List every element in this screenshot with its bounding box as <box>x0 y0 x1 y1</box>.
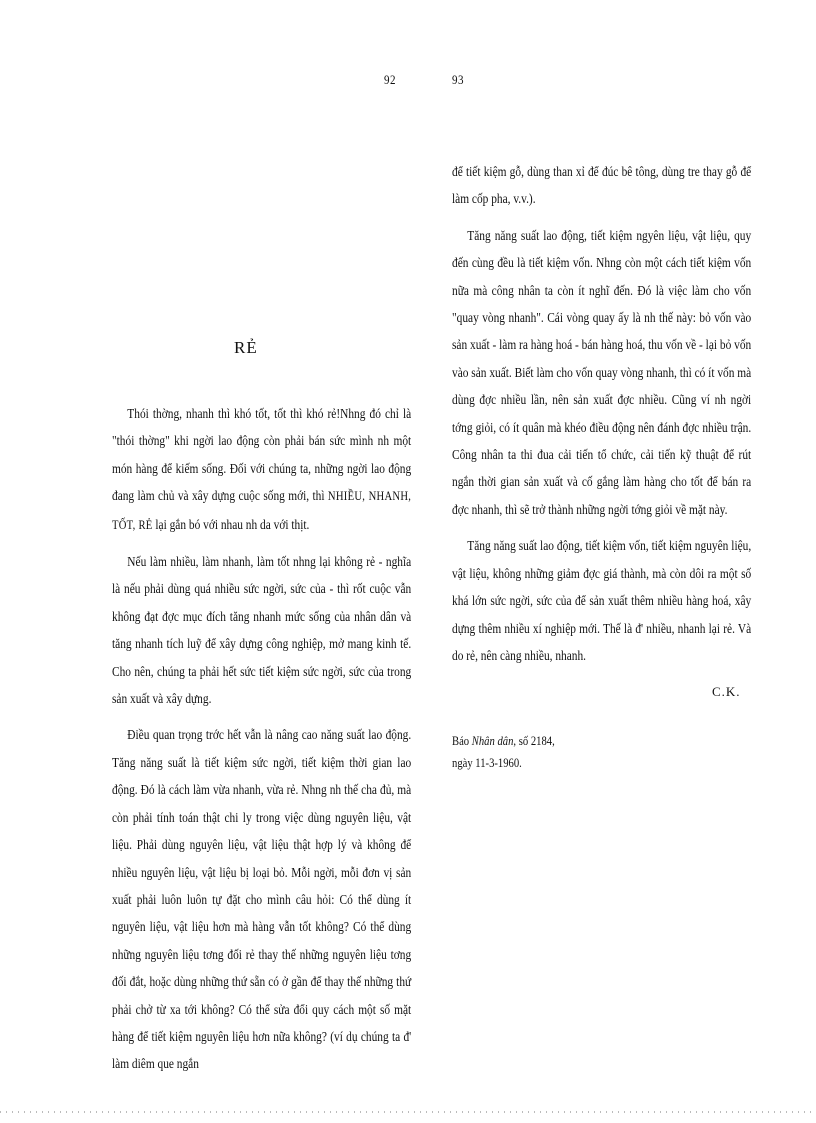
page-number-left: 92 <box>384 72 396 87</box>
left-body <box>112 400 411 1087</box>
right-page <box>452 0 752 1123</box>
source-issue: , số 2184, <box>513 734 555 748</box>
paragraph-2: Nếu làm nhiều, làm nhanh, làm tốt nhng lại không rẻ - nghĩa là nếu phải dùng quá nhiều sức ngời, sức của - thì rốt cuộc vẫn không đạt đợc mục đích tăng nhanh mức sống của nhân dân và tăng nhanh tích luỹ để xây dựng công nghiệp, mở mang kinh tế. Cho nên, chúng ta phải hết sức tiết kiệm sức ngời, sức của trong sản xuất và xây dựng. <box>112 554 412 707</box>
caps-phrase: NHIỀU, NHANH, TỐT, RẺ <box>112 489 412 532</box>
paragraph-3: Điều quan trọng trớc hết vẫn là nâng cao năng suất lao động. Tăng năng suất là tiết kiệm sức ngời, tiết kiệm thời gian lao động. Đó là cách làm vừa nhanh, vừa rẻ. Nhng nh thế cha đủ, mà còn phải tính toán thật chi ly trong việc dùng nguyên liệu, vật liệu. Phải dùng nguyên liệu, vật liệu thật hợp lý và không để nhiều nguyên liệu, vật liệu bị loại bỏ. Mỗi ngời, mỗi đơn vị sản xuất phải luôn luôn tự đặt cho mình câu hỏi: Có thể dùng ít nguyên liệu, vật liệu hơn mà hàng vẫn tốt không? Có thể dùng những nguyên liệu tơng đối rẻ thay thế những nguyên liệu tơng đối đắt, hoặc dùng những thứ sẵn có ở gần để thay thế những thứ phải chở từ xa tới không? Có thể sửa đổi quy cách một số mặt hàng để tiết kiệm nguyên liệu hơn nữa không? (ví dụ chúng ta đ' làm diêm que ngắn <box>112 727 412 1072</box>
left-page <box>112 0 412 1123</box>
paragraph-5: Tăng năng suất lao động, tiết kiệm vốn, tiết kiệm nguyên liệu, vật liệu, không những giảm đợc giá thành, mà còn dôi ra một số khá lớn sức ngời, sức của để sản xuất thêm nhiều hàng hoá, xây dựng thêm nhiều xí nghiệp mới. Thế là đ' nhiều, nhanh lại rẻ. Và do rẻ, nên càng nhiều, nhanh. <box>452 538 752 663</box>
paragraph-continued: để tiết kiệm gỗ, dùng than xỉ để đúc bê tông, dùng tre thay gỗ để làm cốp pha, v.v.). <box>452 164 752 207</box>
source-date: ngày 11-3-1960. <box>452 756 522 770</box>
paragraph-intro <box>112 400 411 539</box>
paragraph-intro-text: Thói thờng, nhanh thì khó tốt, tốt thì khó rẻ!Nhng đó chỉ là "thói thờng" khi ngời lao động còn phải bán sức mình nh một món hàng để kiếm sống. Đối với chúng ta, những ngời lao động đang làm chủ và xây dựng cuộc sống mới, thì <box>112 406 412 504</box>
source-prefix: Báo <box>452 734 472 748</box>
bottom-dotted-edge <box>0 1111 816 1113</box>
author-signature: C.K. <box>712 684 741 699</box>
source-citation <box>452 730 555 774</box>
source-paper: Nhân dân <box>471 734 514 748</box>
article-title: RẺ <box>234 338 258 357</box>
right-body <box>452 158 751 678</box>
caps-tail: lại gắn bó với nhau nh da với thịt. <box>152 516 310 532</box>
page-number-right: 93 <box>452 72 464 87</box>
paragraph-4: Tăng năng suất lao động, tiết kiệm ngyên liệu, vật liệu, quy đến cùng đều là tiết kiệm vốn. Nhng còn một cách tiết kiệm vốn nữa mà công nhân ta còn ít nghĩ đến. Đó là việc làm cho vốn "quay vòng nhanh". Cái vòng quay ấy là nh thế này: bỏ vốn vào sản xuất - làm ra hàng hoá - bán hàng hoá, thu vốn về - lại bỏ vốn vào sản xuất. Biết làm cho vốn quay vòng nhanh, thì có ít vốn mà dùng đợc nhiều lần, nên sản xuất đợc nhiều. Cũng ví nh ngời tớng giỏi, có ít quân mà khéo điều động nên đánh đợc nhiều trận. Công nhân ta thi đua cải tiến tổ chức, cải tiến kỹ thuật để rút ngắn thời gian sản xuất và cố gắng làm hàng cho tốt để bán ra đợc nhanh, thì sẽ trở thành những ngời tớng giỏi về mặt này. <box>452 227 752 517</box>
